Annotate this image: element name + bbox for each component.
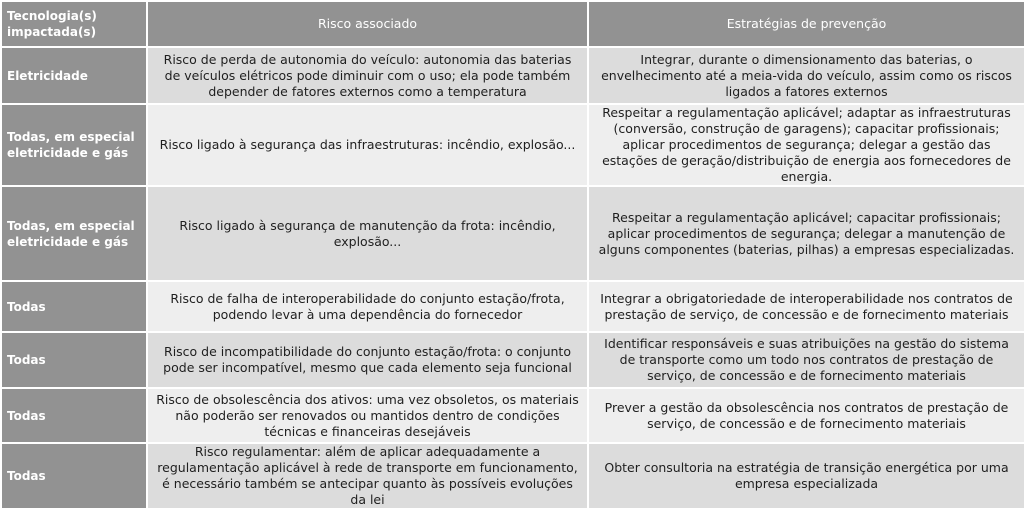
header-risk: Risco associado (147, 1, 588, 47)
tech-cell: Todas, em especial eletricidade e gás (1, 186, 147, 281)
risk-cell: Risco ligado à segurança de manutenção da frota: incêndio, explosão... (147, 186, 588, 281)
header-row (1, 1, 1024, 47)
prevention-cell: Obter consultoria na estratégia de transição energética por uma empresa especializada (588, 443, 1024, 509)
tech-cell: Eletricidade (1, 47, 147, 104)
prevention-cell: Respeitar a regulamentação aplicável; adaptar as infraestruturas (conversão, construção de garagens); capacitar profissionais; aplicar procedimentos de segurança; delegar a gestão das estações de geração/distribuição de energia aos fornecedores de energia. (588, 104, 1024, 186)
prevention-cell: Respeitar a regulamentação aplicável; capacitar profissionais; aplicar procedimentos de segurança; delegar a manutenção de alguns componentes (baterias, pilhas) a empresas especializadas. (588, 186, 1024, 281)
table-row (1, 186, 1024, 281)
table-row (1, 47, 1024, 104)
table-row (1, 332, 1024, 388)
table-row (1, 443, 1024, 509)
risk-cell: Risco ligado à segurança das infraestruturas: incêndio, explosão... (147, 104, 588, 186)
risk-cell: Risco de falha de interoperabilidade do conjunto estação/frota, podendo levar à uma dependência do fornecedor (147, 281, 588, 332)
risk-cell: Risco de perda de autonomia do veículo: autonomia das baterias de veículos elétricos pode diminuir com o uso; ela pode também depender de fatores externos como a temperatura (147, 47, 588, 104)
tech-cell: Todas (1, 388, 147, 443)
risk-cell: Risco de obsolescência dos ativos: uma vez obsoletos, os materiais não poderão ser renovados ou mantidos dentro de condições técnicas e financeiras desejáveis (147, 388, 588, 443)
prevention-cell: Identificar responsáveis e suas atribuições na gestão do sistema de transporte como um todo nos contratos de prestação de serviço, de concessão e de fornecimento materiais (588, 332, 1024, 388)
prevention-cell: Prever a gestão da obsolescência nos contratos de prestação de serviço, de concessão e de fornecimento materiais (588, 388, 1024, 443)
header-prevention: Estratégias de prevenção (588, 1, 1024, 47)
tech-cell: Todas, em especial eletricidade e gás (1, 104, 147, 186)
table-row (1, 388, 1024, 443)
table-row (1, 281, 1024, 332)
risk-cell: Risco de incompatibilidade do conjunto estação/frota: o conjunto pode ser incompatível, mesmo que cada elemento seja funcional (147, 332, 588, 388)
tech-cell: Todas (1, 281, 147, 332)
header-tech: Tecnologia(s) impactada(s) (1, 1, 147, 47)
risk-cell: Risco regulamentar: além de aplicar adequadamente a regulamentação aplicável à rede de transporte em funcionamento, é necessário também se antecipar quanto às possíveis evoluções da lei (147, 443, 588, 509)
table-row (1, 104, 1024, 186)
tech-cell: Todas (1, 443, 147, 509)
prevention-cell: Integrar a obrigatoriedade de interoperabilidade nos contratos de prestação de serviço, de concessão e de fornecimento materiais (588, 281, 1024, 332)
tech-cell: Todas (1, 332, 147, 388)
prevention-cell: Integrar, durante o dimensionamento das baterias, o envelhecimento até a meia-vida do veículo, assim como os riscos ligados a fatores externos (588, 47, 1024, 104)
